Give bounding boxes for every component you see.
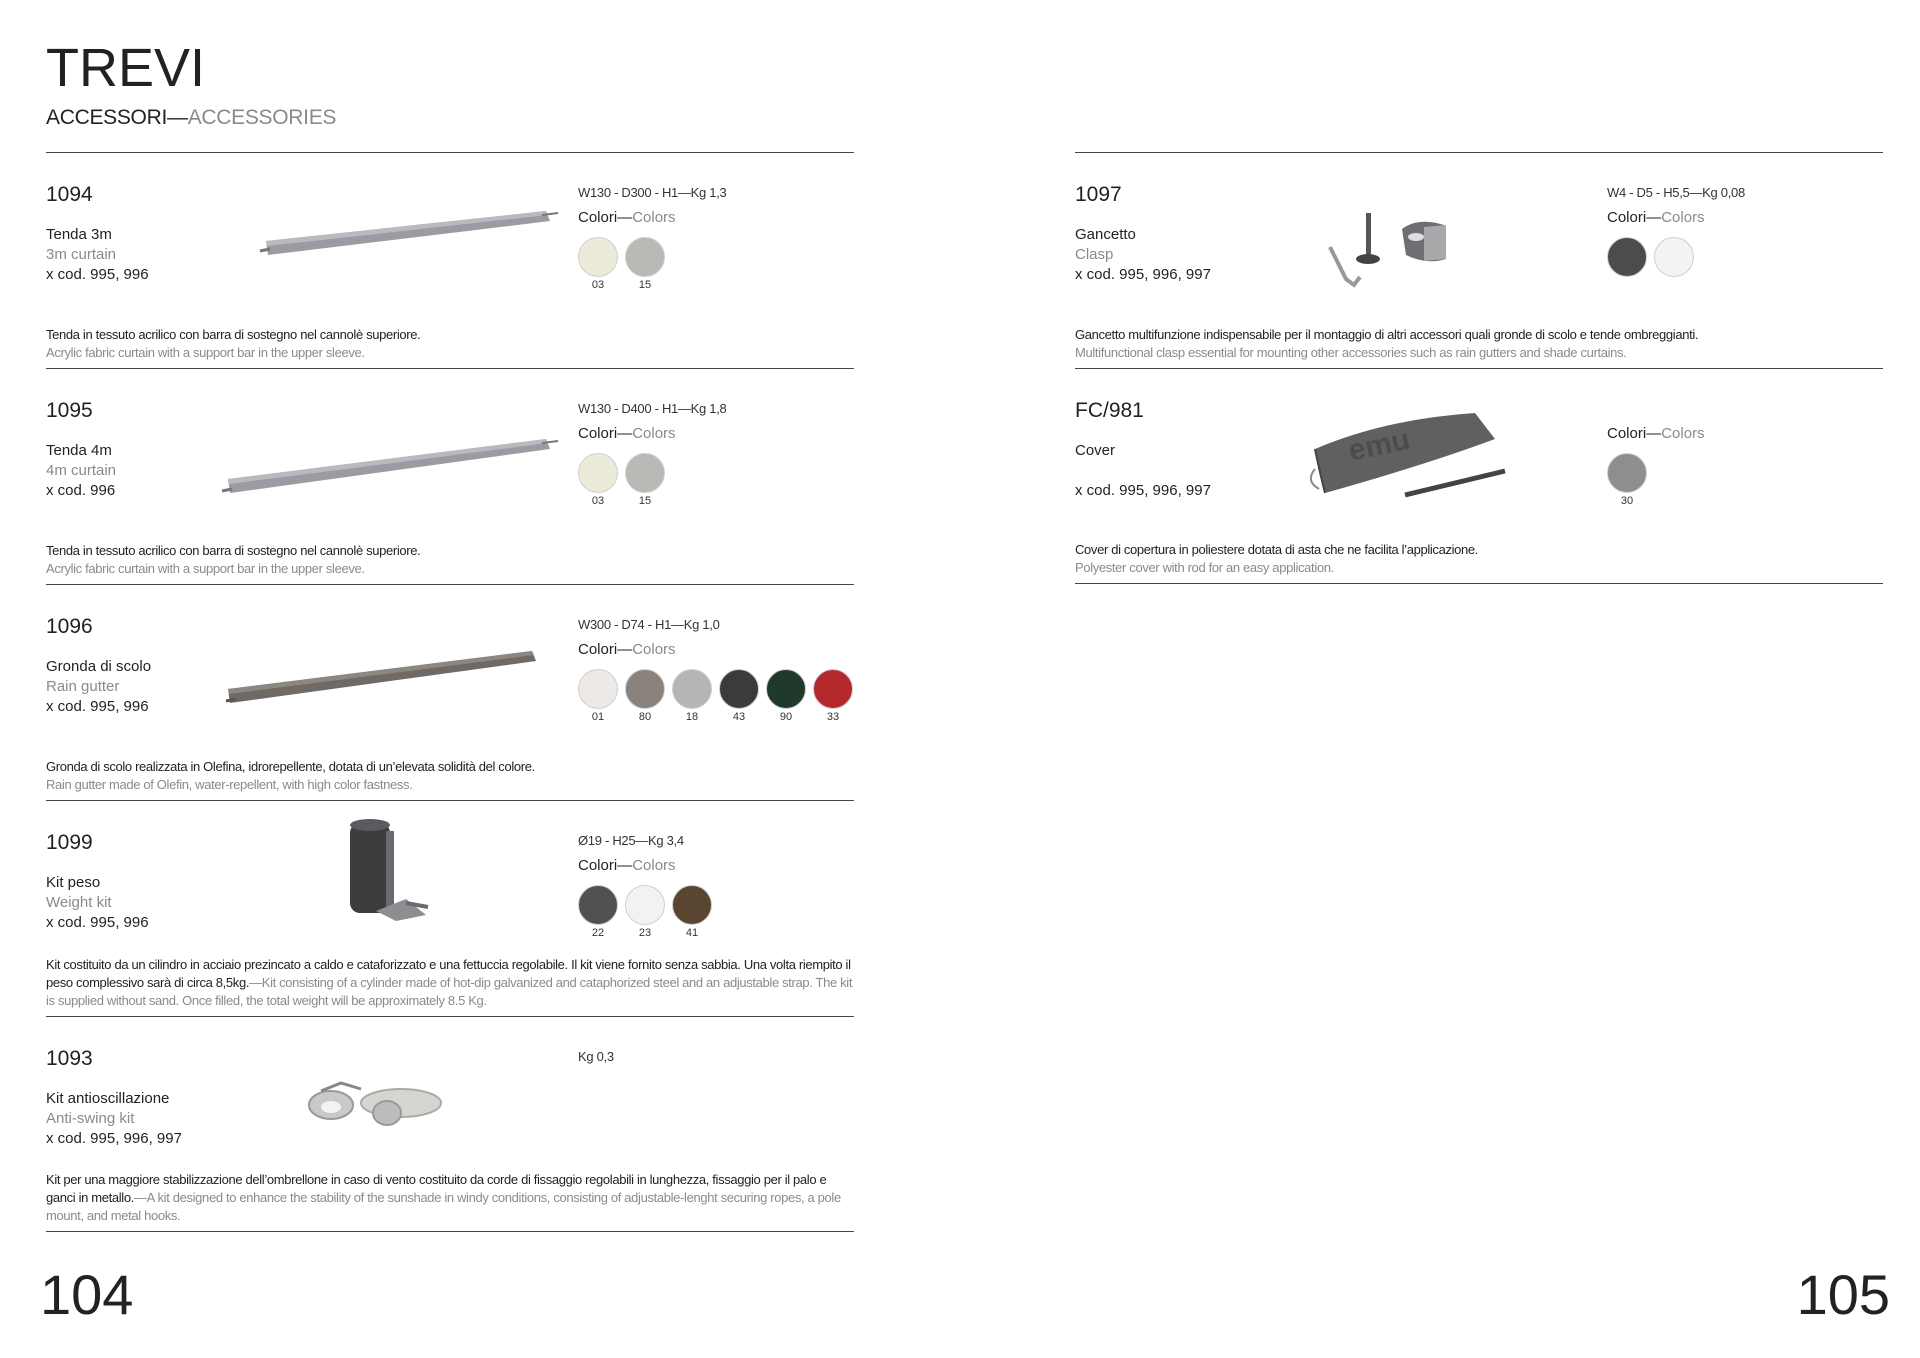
desc-en: A kit designed to enhance the stability of the sunshade in windy conditions, consisting of adjustable-lenght securing ropes, a pole mount, and metal hooks. xyxy=(46,1190,841,1223)
product-dimensions: W300 - D74 - H1—Kg 1,0 xyxy=(578,617,720,632)
swatch-code: 90 xyxy=(779,711,793,723)
compat-codes: x cod. 995, 996 xyxy=(46,698,149,715)
product-dimensions: W4 - D5 - H5,5—Kg 0,08 xyxy=(1607,185,1745,200)
curtain-3m-image xyxy=(246,193,566,273)
colors-label-it: Colori xyxy=(578,425,618,442)
cover-logo: emu xyxy=(1345,422,1413,468)
product-fc981 xyxy=(1075,368,1883,584)
compat-codes: x cod. 995, 996 xyxy=(46,914,149,931)
product-code: FC/981 xyxy=(1075,399,1144,422)
product-code: 1097 xyxy=(1075,183,1122,206)
compat-codes: x cod. 995, 996, 997 xyxy=(46,1130,182,1147)
swatch-dot xyxy=(766,669,806,709)
desc-en: Kit consisting of a cylinder made of hot-dip galvanized and cataphorized steel and an adjustable strap. The kit is supplied without sand. Once filled, the total weight will be approximately 8.5 Kg. xyxy=(46,975,853,1008)
page-header xyxy=(46,40,336,130)
product-1095 xyxy=(46,368,854,584)
swatch-dot xyxy=(578,237,618,277)
product-code: 1093 xyxy=(46,1047,93,1070)
colors-label-en: Colors xyxy=(1661,209,1705,226)
colors-label xyxy=(578,641,676,658)
subtitle-it: ACCESSORI xyxy=(46,106,167,129)
color-swatches xyxy=(578,453,665,507)
color-swatch xyxy=(1654,237,1694,277)
color-swatch xyxy=(1607,237,1647,277)
swatch-dot xyxy=(625,885,665,925)
product-description xyxy=(1075,541,1883,577)
desc-en: Acrylic fabric curtain with a support bar in the upper sleeve. xyxy=(46,561,365,576)
name-it: Tenda 4m xyxy=(46,442,112,459)
desc-it: Kit per una maggiore stabilizzazione dell’ombrellone in caso di vento costituito da corde di fissaggio regolabili in lunghezza, fissaggio per il palo e ganci in metallo. xyxy=(46,1172,827,1205)
compat-codes: x cod. 995, 996, 997 xyxy=(1075,266,1211,283)
product-1094 xyxy=(46,152,854,368)
color-swatch xyxy=(1607,453,1647,507)
swatch-code: 80 xyxy=(638,711,652,723)
swatch-dot xyxy=(719,669,759,709)
product-code: 1095 xyxy=(46,399,93,422)
swatch-code: 30 xyxy=(1620,495,1634,507)
name-en xyxy=(1075,461,1211,481)
name-en: Anti-swing kit xyxy=(46,1110,135,1127)
colors-label-sep: — xyxy=(617,641,633,658)
colors-label-sep: — xyxy=(1646,425,1662,442)
swatch-dot xyxy=(578,669,618,709)
product-dimensions: Ø19 - H25—Kg 3,4 xyxy=(578,833,684,848)
colors-label-sep: — xyxy=(617,209,633,226)
product-description xyxy=(46,956,854,1010)
color-swatch xyxy=(578,237,618,291)
product-name xyxy=(46,873,149,933)
color-swatch xyxy=(766,669,806,723)
product-code: 1094 xyxy=(46,183,93,206)
swatch-code: 03 xyxy=(591,279,605,291)
left-column xyxy=(46,152,854,1232)
color-swatches xyxy=(578,237,665,291)
subtitle-separator: — xyxy=(167,106,188,129)
colors-label-sep: — xyxy=(1646,209,1662,226)
product-description xyxy=(1075,326,1883,362)
swatch-code: 15 xyxy=(638,495,652,507)
colors-label-it: Colori xyxy=(578,641,618,658)
color-swatches xyxy=(1607,453,1647,507)
name-it: Gancetto xyxy=(1075,226,1136,243)
color-swatch xyxy=(578,885,618,939)
name-en: 3m curtain xyxy=(46,246,117,263)
clasp-image xyxy=(1320,207,1490,297)
color-swatches xyxy=(1607,237,1694,277)
colors-label-it: Colori xyxy=(578,209,618,226)
product-description xyxy=(46,542,854,578)
colors-label-en: Colors xyxy=(632,641,676,658)
name-it: Cover xyxy=(1075,442,1116,459)
colors-label-sep: — xyxy=(617,425,633,442)
page-title: TREVI xyxy=(46,38,206,98)
product-1099 xyxy=(46,800,854,1016)
color-swatches xyxy=(578,885,712,939)
right-column xyxy=(1075,152,1883,584)
page-subtitle xyxy=(46,106,336,130)
colors-label xyxy=(578,857,676,874)
colors-label-it: Colori xyxy=(578,857,618,874)
colors-label xyxy=(578,425,676,442)
swatch-code: 43 xyxy=(732,711,746,723)
product-1096 xyxy=(46,584,854,800)
compat-codes: x cod. 995, 996 xyxy=(46,266,149,283)
color-swatch xyxy=(625,885,665,939)
colors-label-en: Colors xyxy=(632,425,676,442)
product-name xyxy=(46,225,149,285)
colors-label-en: Colors xyxy=(1661,425,1705,442)
swatch-dot xyxy=(578,453,618,493)
name-it: Kit peso xyxy=(46,874,101,891)
product-code: 1096 xyxy=(46,615,93,638)
page-number-right: 105 xyxy=(1796,1263,1890,1326)
colors-label-it: Colori xyxy=(1607,209,1647,226)
desc-en: Multifunctional clasp essential for mounting other accessories such as rain gutters and shade curtains. xyxy=(1075,345,1627,360)
swatch-code: 18 xyxy=(685,711,699,723)
name-en: Weight kit xyxy=(46,894,112,911)
swatch-dot xyxy=(625,669,665,709)
product-code: 1099 xyxy=(46,831,93,854)
name-en: Clasp xyxy=(1075,246,1114,263)
swatch-dot xyxy=(1607,237,1647,277)
name-it: Tenda 3m xyxy=(46,226,112,243)
colors-label xyxy=(1607,425,1705,442)
product-name xyxy=(46,1089,182,1149)
product-name xyxy=(46,441,116,501)
colors-label xyxy=(578,209,676,226)
cover-image xyxy=(1305,409,1535,509)
name-en: Rain gutter xyxy=(46,678,120,695)
desc-en: Polyester cover with rod for an easy application. xyxy=(1075,560,1334,575)
color-swatch xyxy=(625,453,665,507)
swatch-code: 15 xyxy=(638,279,652,291)
desc-it: Gancetto multifunzione indispensabile per il montaggio di altri accessori quali gronde di scolo e tende ombreggianti. xyxy=(1075,327,1699,342)
desc-sep: — xyxy=(134,1190,147,1205)
curtain-4m-image xyxy=(206,409,586,509)
color-swatch xyxy=(578,453,618,507)
color-swatch xyxy=(719,669,759,723)
product-name xyxy=(1075,225,1211,285)
product-dimensions: Kg 0,3 xyxy=(578,1049,614,1064)
product-1097 xyxy=(1075,152,1883,368)
swatch-code: 33 xyxy=(826,711,840,723)
product-description xyxy=(46,758,854,794)
product-name xyxy=(1075,441,1211,501)
color-swatch xyxy=(672,669,712,723)
swatch-dot xyxy=(1607,453,1647,493)
swatch-dot xyxy=(1654,237,1694,277)
name-en: 4m curtain xyxy=(46,462,117,479)
colors-label-sep: — xyxy=(617,857,633,874)
swatch-code: 23 xyxy=(638,927,652,939)
weight-kit-image xyxy=(336,811,456,931)
colors-label-en: Colors xyxy=(632,209,676,226)
subtitle-en: ACCESSORIES xyxy=(187,106,337,129)
desc-it: Gronda di scolo realizzata in Olefina, idrorepellente, dotata di un’elevata solidità del colore. xyxy=(46,759,535,774)
swatch-dot xyxy=(578,885,618,925)
product-description xyxy=(46,1171,854,1225)
color-swatch xyxy=(813,669,853,723)
product-description xyxy=(46,326,854,362)
colors-label-it: Colori xyxy=(1607,425,1647,442)
swatch-code: 41 xyxy=(685,927,699,939)
desc-it: Cover di copertura in poliestere dotata di asta che ne facilita l’applicazione. xyxy=(1075,542,1479,557)
swatch-dot xyxy=(625,453,665,493)
colors-label xyxy=(1607,209,1705,226)
swatch-code: 03 xyxy=(591,495,605,507)
desc-en: Acrylic fabric curtain with a support bar in the upper sleeve. xyxy=(46,345,365,360)
rain-gutter-image xyxy=(216,635,586,715)
product-dimensions: W130 - D400 - H1—Kg 1,8 xyxy=(578,401,727,416)
color-swatch xyxy=(672,885,712,939)
desc-it: Tenda in tessuto acrilico con barra di sostegno nel cannolè superiore. xyxy=(46,543,421,558)
compat-codes: x cod. 995, 996, 997 xyxy=(1075,482,1211,499)
desc-en: Rain gutter made of Olefin, water-repellent, with high color fastness. xyxy=(46,777,413,792)
page-number-left: 104 xyxy=(40,1263,134,1326)
name-it: Kit antioscillazione xyxy=(46,1090,170,1107)
product-dimensions: W130 - D300 - H1—Kg 1,3 xyxy=(578,185,727,200)
swatch-code: 01 xyxy=(591,711,605,723)
anti-swing-kit-image xyxy=(301,1067,461,1147)
color-swatch xyxy=(625,237,665,291)
desc-it: Kit costituito da un cilindro in acciaio prezincato a caldo e cataforizzato e una fettuccia regolabile. Il kit viene fornito senza sabbia. Una volta riempito il peso complessivo sarà di circa 8,5kg. xyxy=(46,957,851,990)
color-swatches xyxy=(578,669,853,723)
swatch-dot xyxy=(672,885,712,925)
colors-label-en: Colors xyxy=(632,857,676,874)
swatch-dot xyxy=(672,669,712,709)
product-name xyxy=(46,657,151,717)
product-1093 xyxy=(46,1016,854,1232)
swatch-code: 22 xyxy=(591,927,605,939)
desc-sep: — xyxy=(249,975,262,990)
swatch-dot xyxy=(813,669,853,709)
swatch-dot xyxy=(625,237,665,277)
compat-codes: x cod. 996 xyxy=(46,482,116,499)
color-swatch xyxy=(578,669,618,723)
color-swatch xyxy=(625,669,665,723)
name-it: Gronda di scolo xyxy=(46,658,152,675)
desc-it: Tenda in tessuto acrilico con barra di sostegno nel cannolè superiore. xyxy=(46,327,421,342)
